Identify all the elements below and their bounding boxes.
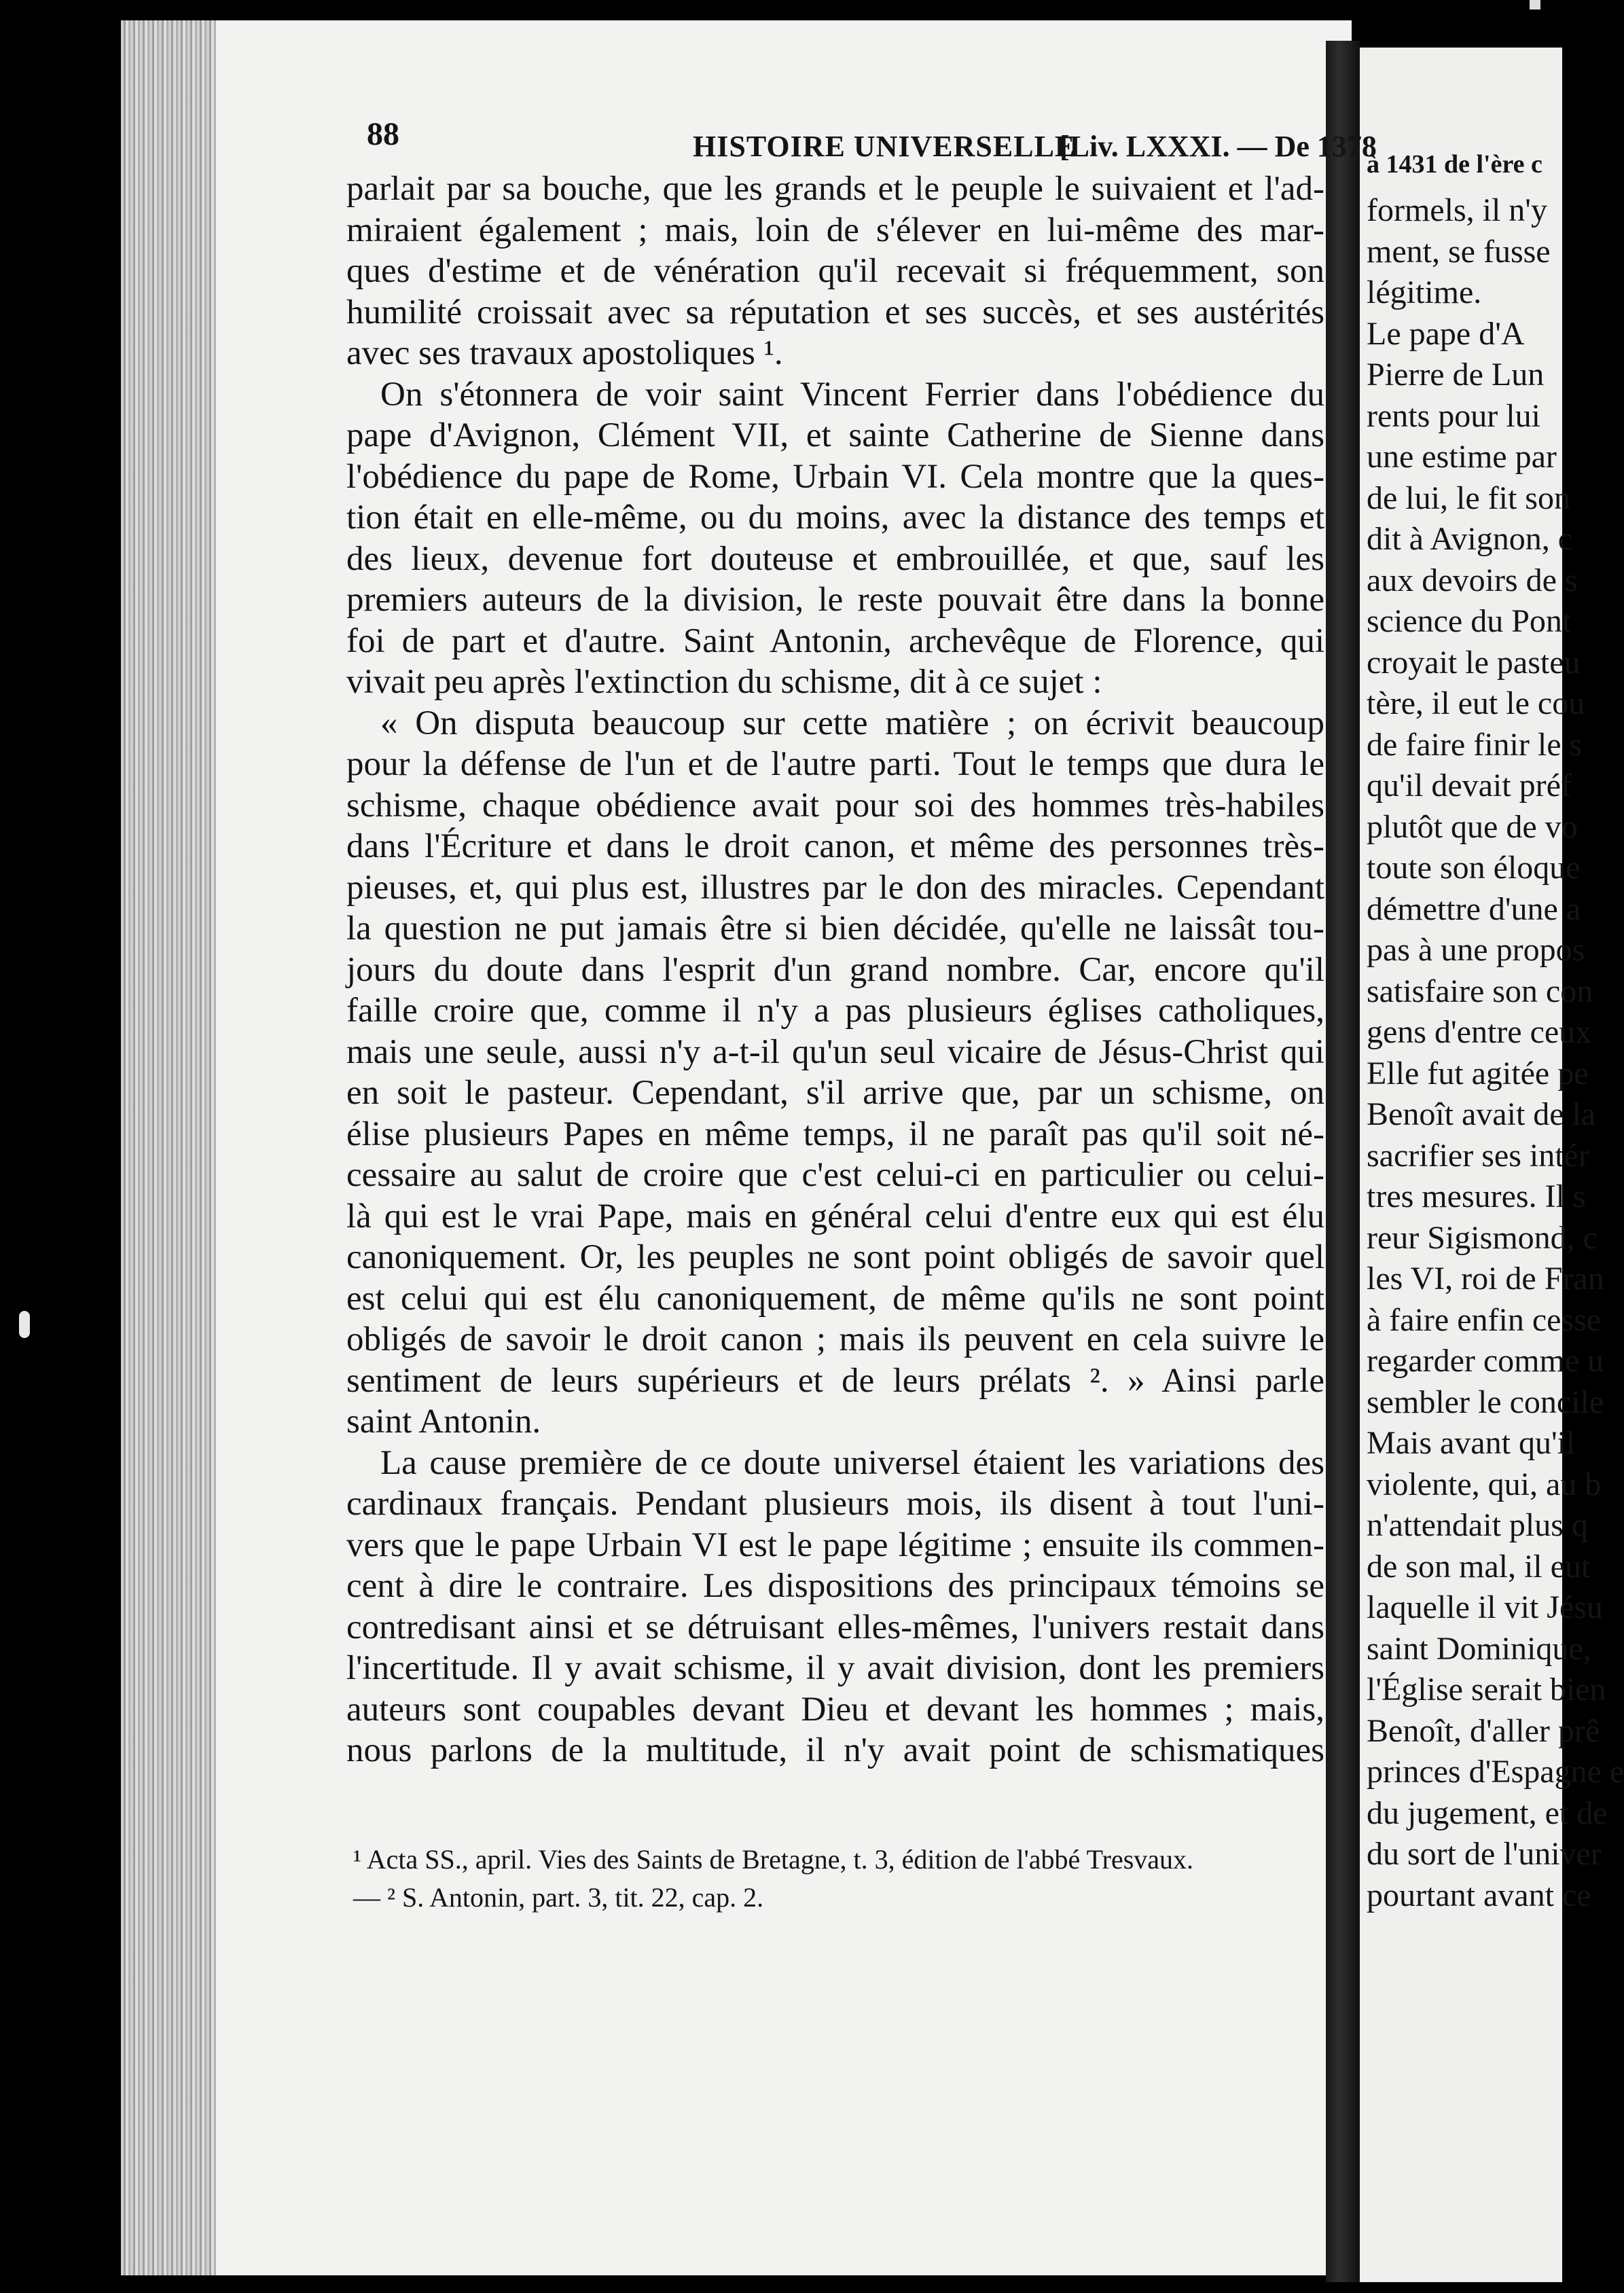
footnote: — ² S. Antonin, part. 3, tit. 22, cap. 2. (353, 1882, 764, 1913)
right-text-line: laquelle il vit Jésu (1367, 1589, 1603, 1625)
right-text-line: regarder comme u (1367, 1343, 1604, 1379)
right-text-line: saint Dominique, (1367, 1630, 1591, 1667)
text-line: dans l'Écriture et dans le droit canon, et même des personnes très- (346, 827, 1324, 865)
text-line: miraient également ; mais, loin de s'élever en lui-même des mar- (346, 211, 1324, 249)
text-line: faille croire que, comme il n'y a pas plusieurs églises catholiques, (346, 992, 1324, 1030)
right-text-line: plutôt que de vo (1367, 808, 1578, 845)
right-text-line: ment, se fusse (1367, 233, 1551, 270)
text-line: pour la défense de l'un et de l'autre parti. Tout le temps que dura le (346, 745, 1324, 783)
text-line: élise plusieurs Papes en même temps, il ne paraît pas qu'il soit né- (346, 1115, 1324, 1153)
footnotes (353, 1841, 1318, 1917)
right-text-line: Benoît, d'aller prê (1367, 1712, 1600, 1749)
right-text-line: pas à une propos (1367, 932, 1585, 968)
right-running-header: à 1431 de l'ère c (1367, 150, 1542, 179)
right-text-line: à faire enfin cesse (1367, 1301, 1602, 1338)
right-text-line: Mais avant qu'il (1367, 1425, 1576, 1461)
running-book-range: [Liv. LXXXI. — De 1378 (1060, 130, 1377, 163)
right-text-line: du sort de l'univer (1367, 1836, 1602, 1872)
right-text-line: qu'il devait préf (1367, 768, 1572, 804)
scan-mark (1530, 0, 1540, 10)
text-line: des lieux, devenue fort douteuse et embrouillée, et que, sauf les (346, 539, 1324, 578)
right-page-text (1367, 190, 1624, 1916)
text-line: cardinaux français. Pendant plusieurs mois, ils disent à tout l'uni- (346, 1485, 1324, 1523)
right-text-line: Le pape d'A (1367, 315, 1525, 352)
right-text-line: gens d'entre ceux (1367, 1014, 1592, 1050)
right-text-line: princes d'Espagne e (1367, 1754, 1624, 1790)
book-gutter (1326, 41, 1360, 2282)
right-text-line: Elle fut agitée pe (1367, 1055, 1589, 1091)
right-text-line: de faire finir le s (1367, 726, 1583, 763)
text-line: humilité croissait avec sa réputation et ses succès, et ses austérités (346, 293, 1324, 331)
text-line: mais une seule, aussi n'y a-t-il qu'un seul vicaire de Jésus-Christ qui (346, 1032, 1324, 1071)
right-text-line: toute son éloque (1367, 850, 1581, 886)
text-line: nous parlons de la multitude, il n'y avait point de schismatiques (346, 1731, 1324, 1769)
text-line: La cause première de ce doute universel étaient les variations des (380, 1443, 1324, 1482)
text-line: la question ne put jamais être si bien décidée, qu'elle ne laissât tou- (346, 909, 1324, 947)
text-line: « On disputa beaucoup sur cette matière ; on écrivit beaucoup (380, 704, 1324, 742)
text-line: foi de part et d'autre. Saint Antonin, archevêque de Florence, qui (346, 621, 1324, 660)
text-line: On s'étonnera de voir saint Vincent Ferrier dans l'obédience du (380, 375, 1324, 414)
text-line: schisme, chaque obédience avait pour soi des hommes très-habiles (346, 786, 1324, 825)
footnote: ¹ Acta SS., april. Vies des Saints de Bretagne, t. 3, édition de l'abbé Tresvaux. (353, 1844, 1194, 1875)
text-line: saint Antonin. (346, 1403, 541, 1441)
main-text (346, 168, 1324, 1771)
right-text-line: du jugement, et de (1367, 1794, 1608, 1831)
text-line: tion était en elle-même, ou du moins, avec la distance des temps et (346, 499, 1324, 537)
right-text-line: science du Pont (1367, 603, 1572, 639)
text-line: jours du doute dans l'esprit d'un grand nombre. Car, encore qu'il (346, 950, 1324, 989)
page-number: 88 (367, 116, 399, 152)
running-title: HISTOIRE UNIVERSELLE (693, 130, 1076, 163)
text-line: canoniquement. Or, les peuples ne sont point obligés de savoir quel (346, 1238, 1324, 1276)
text-line: l'incertitude. Il y avait schisme, il y avait division, dont les premiers (346, 1649, 1324, 1687)
right-text-line: une estime par (1367, 439, 1557, 475)
right-text-line: dit à Avignon, c (1367, 521, 1573, 557)
scan-speck (19, 1311, 30, 1338)
right-text-line: légitime. (1367, 274, 1482, 310)
right-text-line: sembler le concile (1367, 1384, 1604, 1420)
text-line: pape d'Avignon, Clément VII, et sainte Catherine de Sienne dans (346, 416, 1324, 454)
right-text-line: satisfaire son con (1367, 973, 1593, 1009)
right-text-line: reur Sigismond, c (1367, 1219, 1598, 1256)
text-line: ques d'estime et de vénération qu'il recevait si fréquemment, son (346, 252, 1324, 290)
text-line: parlait par sa bouche, que les grands et le peuple le suivaient et l'ad- (346, 170, 1324, 208)
text-line: là qui est le vrai Pape, mais en général celui d'entre eux qui est élu (346, 1197, 1324, 1235)
text-line: sentiment de leurs supérieurs et de leurs prélats ². » Ainsi parle (346, 1361, 1324, 1400)
text-line: cessaire au salut de croire que c'est celui-ci en particulier ou celui- (346, 1156, 1324, 1194)
text-line: vivait peu après l'extinction du schisme, dit à ce sujet : (346, 663, 1102, 701)
right-text-line: démettre d'une a (1367, 890, 1581, 927)
right-text-line: de son mal, il eut (1367, 1548, 1591, 1585)
right-text-line: tère, il eut le cou (1367, 685, 1585, 721)
right-text-line: rents pour lui (1367, 397, 1540, 434)
right-text-line: violente, qui, au b (1367, 1466, 1602, 1502)
page-edge-stack (121, 20, 216, 2275)
text-line: en soit le pasteur. Cependant, s'il arrive que, par un schisme, on (346, 1074, 1324, 1112)
text-line: l'obédience du pape de Rome, Urbain VI. Cela montre que la ques- (346, 457, 1324, 496)
right-text-line: Pierre de Lun (1367, 357, 1545, 393)
text-line: vers que le pape Urbain VI est le pape légitime ; ensuite ils commen- (346, 1525, 1324, 1564)
text-line: contredisant ainsi et se détruisant elles-mêmes, l'univers restait dans (346, 1608, 1324, 1646)
right-text-line: sacrifier ses intér (1367, 1137, 1589, 1174)
right-text-line: pourtant avant ce (1367, 1877, 1591, 1913)
text-line: obligés de savoir le droit canon ; mais ils peuvent en cela suivre le (346, 1320, 1324, 1358)
text-line: auteurs sont coupables devant Dieu et devant les hommes ; mais, (346, 1690, 1324, 1729)
right-text-line: formels, il n'y (1367, 192, 1547, 228)
text-line: est celui qui est élu canoniquement, de même qu'ils ne sont point (346, 1279, 1324, 1318)
right-text-line: tres mesures. Il s (1367, 1178, 1586, 1214)
text-line: cent à dire le contraire. Les dispositions des principaux témoins se (346, 1567, 1324, 1605)
text-line: premiers auteurs de la division, le reste pouvait être dans la bonne (346, 581, 1324, 619)
text-line: avec ses travaux apostoliques ¹. (346, 334, 783, 372)
right-text-line: n'attendait plus q (1367, 1507, 1588, 1543)
right-text-line: de lui, le fit son (1367, 480, 1570, 516)
right-text-line: croyait le pasteu (1367, 644, 1581, 681)
text-line: pieuses, et, qui plus est, illustres par le don des miracles. Cependant (346, 868, 1324, 907)
right-text-line: aux devoirs de s (1367, 562, 1578, 598)
right-text-line: l'Église serait bien (1367, 1672, 1606, 1708)
right-text-line: Benoît avait de la (1367, 1096, 1596, 1132)
right-text-line: les VI, roi de Fran (1367, 1261, 1604, 1297)
